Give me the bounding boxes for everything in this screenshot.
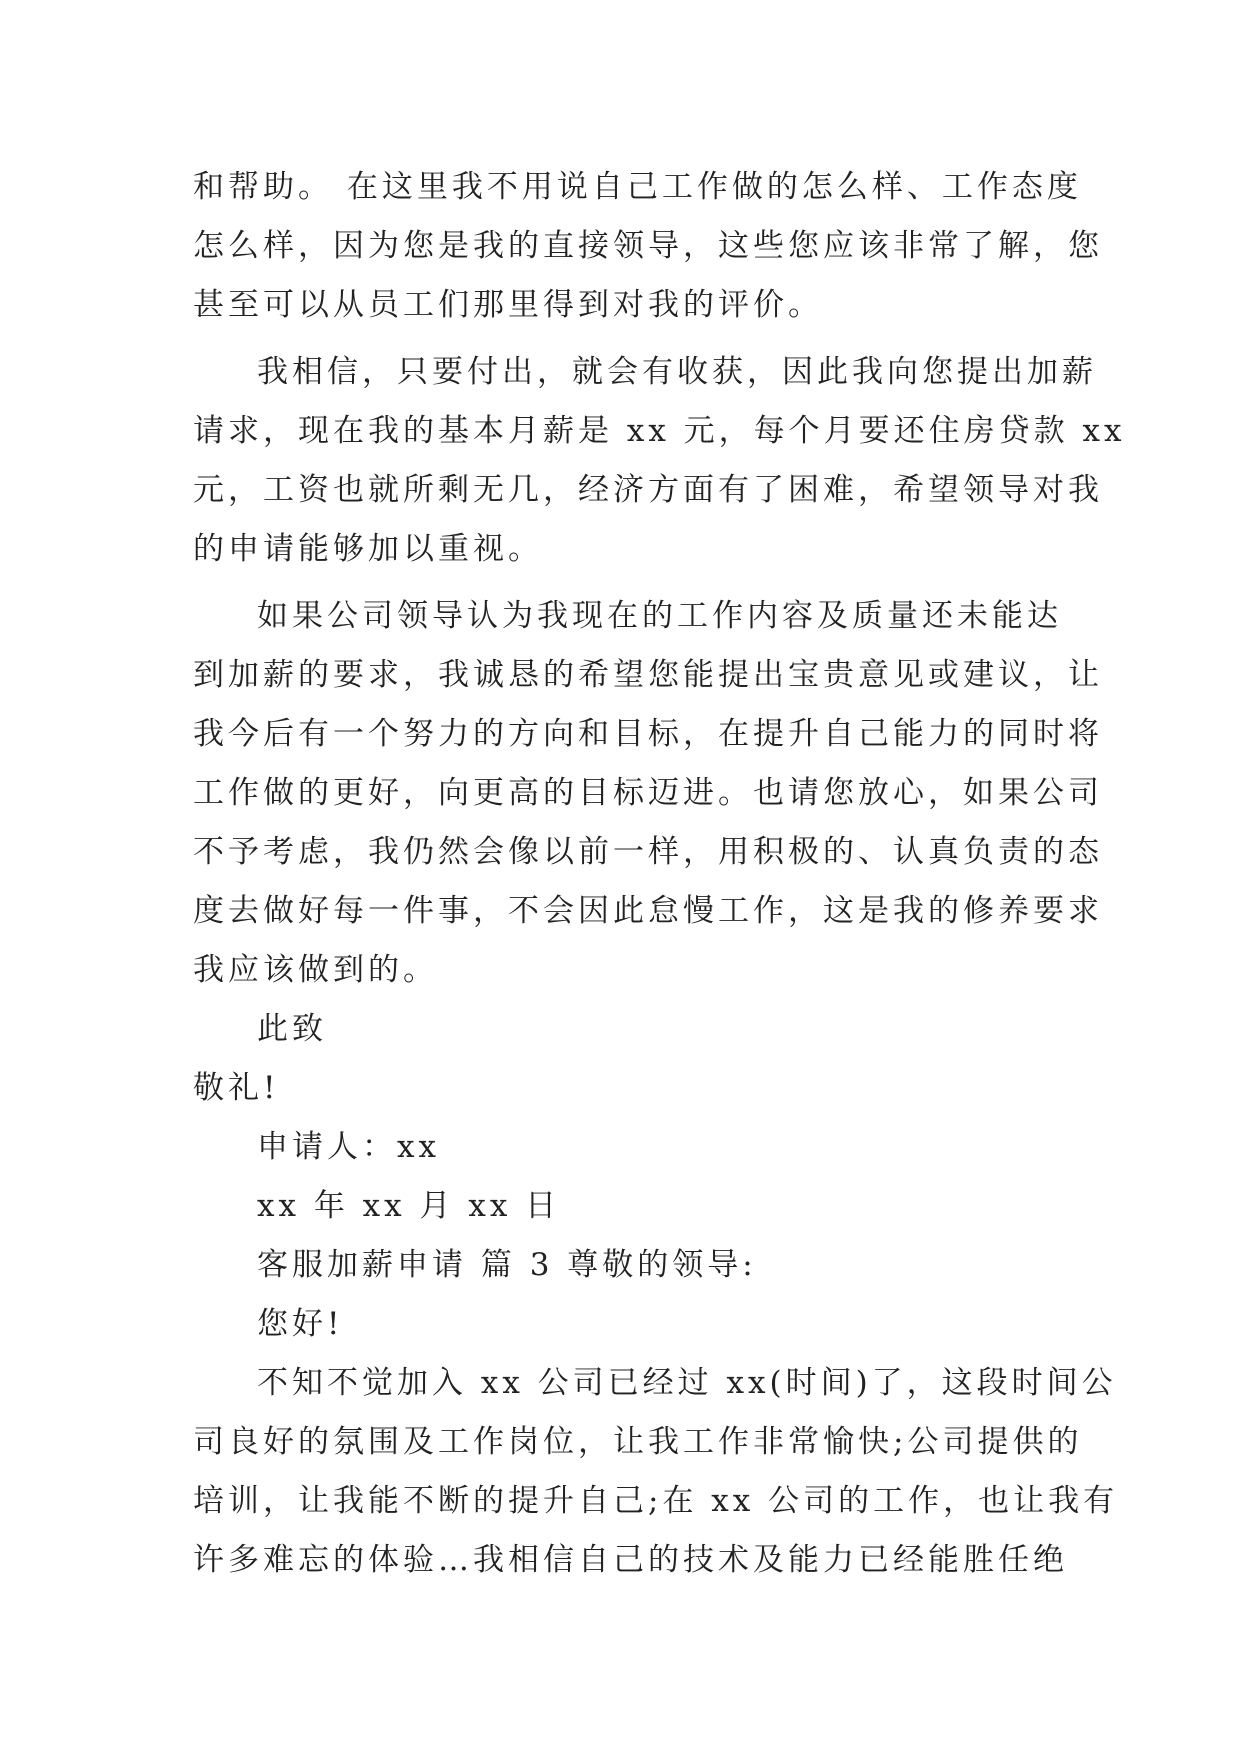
text-line: 如果公司领导认为我现在的工作内容及质量还未能达 <box>257 598 1062 634</box>
applicant-signature: 申请人：xx <box>257 1129 440 1165</box>
text-line: 怎么样，因为您是我的直接领导，这些您应该非常了解，您 <box>193 228 1103 264</box>
text-line: 我相信，只要付出，就会有收获，因此我向您提出加薪 <box>257 354 1097 390</box>
closing-salutation: 此致 <box>257 1011 327 1047</box>
text-line: 我应该做到的。 <box>193 952 438 988</box>
text-line: 和帮助。 在这里我不用说自己工作做的怎么样、工作态度 <box>193 169 1082 205</box>
text-line: 元，工资也就所剩无几，经济方面有了困难，希望领导对我 <box>193 472 1103 508</box>
text-line: 培训，让我能不断的提升自己;在 xx 公司的工作，也让我有 <box>193 1483 1119 1519</box>
text-line: 度去做好每一件事，不会因此怠慢工作，这是我的修养要求 <box>193 893 1103 929</box>
text-line: 甚至可以从员工们那里得到对我的评价。 <box>193 287 823 323</box>
text-line: 工作做的更好，向更高的目标迈进。也请您放心，如果公司 <box>193 775 1103 811</box>
text-line: 不予考虑，我仍然会像以前一样，用积极的、认真负责的态 <box>193 834 1103 870</box>
text-line: 我今后有一个努力的方向和目标，在提升自己能力的同时将 <box>193 716 1103 752</box>
text-line: 不知不觉加入 xx 公司已经过 xx(时间)了，这段时间公 <box>257 1365 1117 1401</box>
letter-body <box>193 158 1126 1590</box>
letter-date: xx 年 xx 月 xx 日 <box>257 1188 561 1224</box>
text-line: 到加薪的要求，我诚恳的希望您能提出宝贵意见或建议，让 <box>193 657 1103 693</box>
text-line: 请求，现在我的基本月薪是 xx 元，每个月要还住房贷款 xx <box>193 413 1126 449</box>
greeting: 您好! <box>257 1306 344 1342</box>
text-line: 的申请能够加以重视。 <box>193 531 543 567</box>
text-line: 司良好的氛围及工作岗位，让我工作非常愉快;公司提供的 <box>193 1424 1083 1460</box>
text-line: 许多难忘的体验…我相信自己的技术及能力已经能胜任绝 <box>193 1542 1068 1578</box>
closing-regards: 敬礼! <box>193 1070 280 1106</box>
section-heading: 客服加薪申请 篇 3 尊敬的领导: <box>257 1247 757 1283</box>
